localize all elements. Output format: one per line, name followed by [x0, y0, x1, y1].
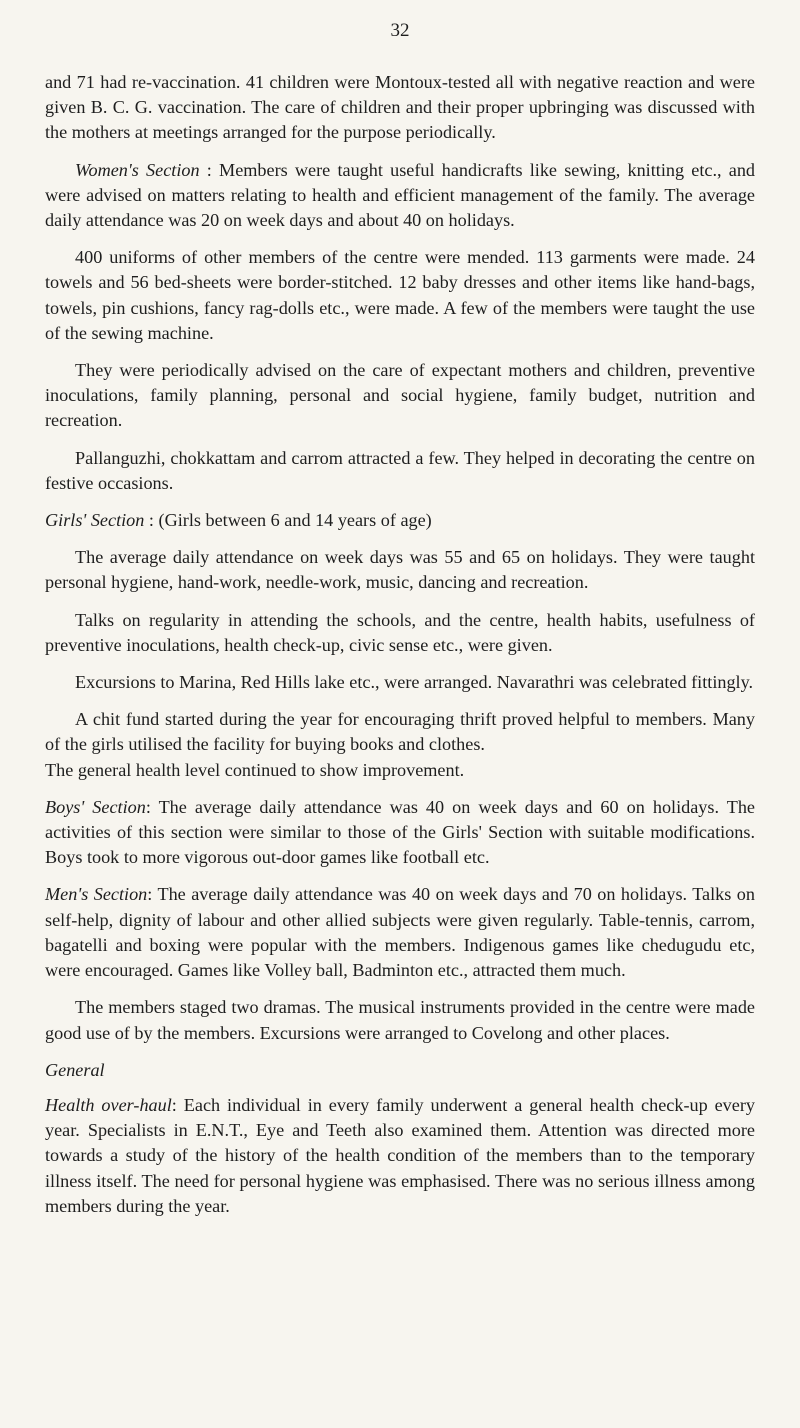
- health-overhaul-paragraph: Health over-haul: Each individual in every family underwent a general health check-up every year. Specialists in E.N.T., Eye and Teeth also examined them. Attention was directed more towards a study of the history of the health condition of the members than to the temporary illness itself. The need for personal hygiene was emphasised. There was no serious illness among members during the year.: [45, 1094, 756, 1216]
- paragraph: A chit fund started during the year for encouraging thrift proved helpful to members. Many of the girls utilised the facility for buying books and clothes.: [45, 709, 755, 755]
- section-heading: Men's Section: [45, 884, 148, 905]
- paragraph: and 71 had re-vaccination. 41 children were Montoux-tested all with negative reaction and were given B. C. G. vaccination. The care of children and their proper upbringing was discussed with the mothers at meetings arranged for the purpose periodically.: [45, 72, 755, 143]
- paragraph: Talks on regularity in attending the schools, and the centre, health habits, usefulness of preventive inoculations, health check-up, civic sense etc., were given.: [45, 609, 755, 655]
- general-heading: General: [45, 1059, 105, 1080]
- boys-section-paragraph: Boys' Section: The average daily attendance was 40 on week days and 60 on holidays. The activities of this section were similar to those of the Girls' Section with suitable modifications. Boys took to more vigorous out-door games like football etc.: [45, 796, 756, 868]
- mens-section-paragraph: Men's Section: The average daily attendance was 40 on week days and 70 on holidays. Talks on self-help, dignity of labour and other allied subjects were given regularly. Table-tennis, carrom, bagatelli and boxing were popular with the members. Indigenous games like chedugudu etc, were encouraged. Games like Volley ball, Badminton etc., attracted them much.: [45, 884, 755, 981]
- paragraph: They were periodically advised on the care of expectant mothers and children, preventive inoculations, family planning, personal and social hygiene, family budget, nutrition and recreation.: [45, 360, 755, 431]
- section-heading: Girls' Section: [45, 510, 145, 531]
- paragraph: Pallanguzhi, chokkattam and carrom attracted a few. They helped in decorating the centre on festive occasions.: [45, 447, 755, 493]
- paragraph: The general health level continued to show improvement.: [45, 759, 465, 780]
- section-heading: Women's Section: [75, 159, 200, 180]
- girls-section-paragraph: Girls' Section : (Girls between 6 and 14 years of age): [45, 510, 432, 531]
- paragraph: The average daily attendance on week days was 55 and 65 on holidays. They were taught personal hygiene, hand-work, needle-work, music, dancing and recreation.: [45, 547, 755, 593]
- document-body: [45, 70, 755, 1231]
- paragraph: 400 uniforms of other members of the centre were mended. 113 garments were made. 24 towels and 56 bed-sheets were border-stitched. 12 baby dresses and other items like hand-bags, towels, pin cushions, fancy rag-dolls etc., were made. A few of the members were taught the use of the sewing machine.: [45, 247, 755, 343]
- paragraph: Excursions to Marina, Red Hills lake etc., were arranged. Navarathri was celebrated fittingly.: [75, 672, 754, 693]
- womens-section-paragraph: Women's Section : Members were taught useful handicrafts like sewing, knitting etc., and were advised on matters relating to health and efficient management of the family. The average daily attendance was 20 on week days and about 40 on holidays.: [45, 159, 756, 231]
- section-heading: Health over-haul: [45, 1094, 172, 1115]
- page-number: 32: [390, 20, 410, 41]
- section-heading: Boys' Section: [45, 796, 146, 817]
- paragraph: The members staged two dramas. The musical instruments provided in the centre were made good use of by the members. Excursions were arranged to Covelong and other places.: [45, 997, 755, 1043]
